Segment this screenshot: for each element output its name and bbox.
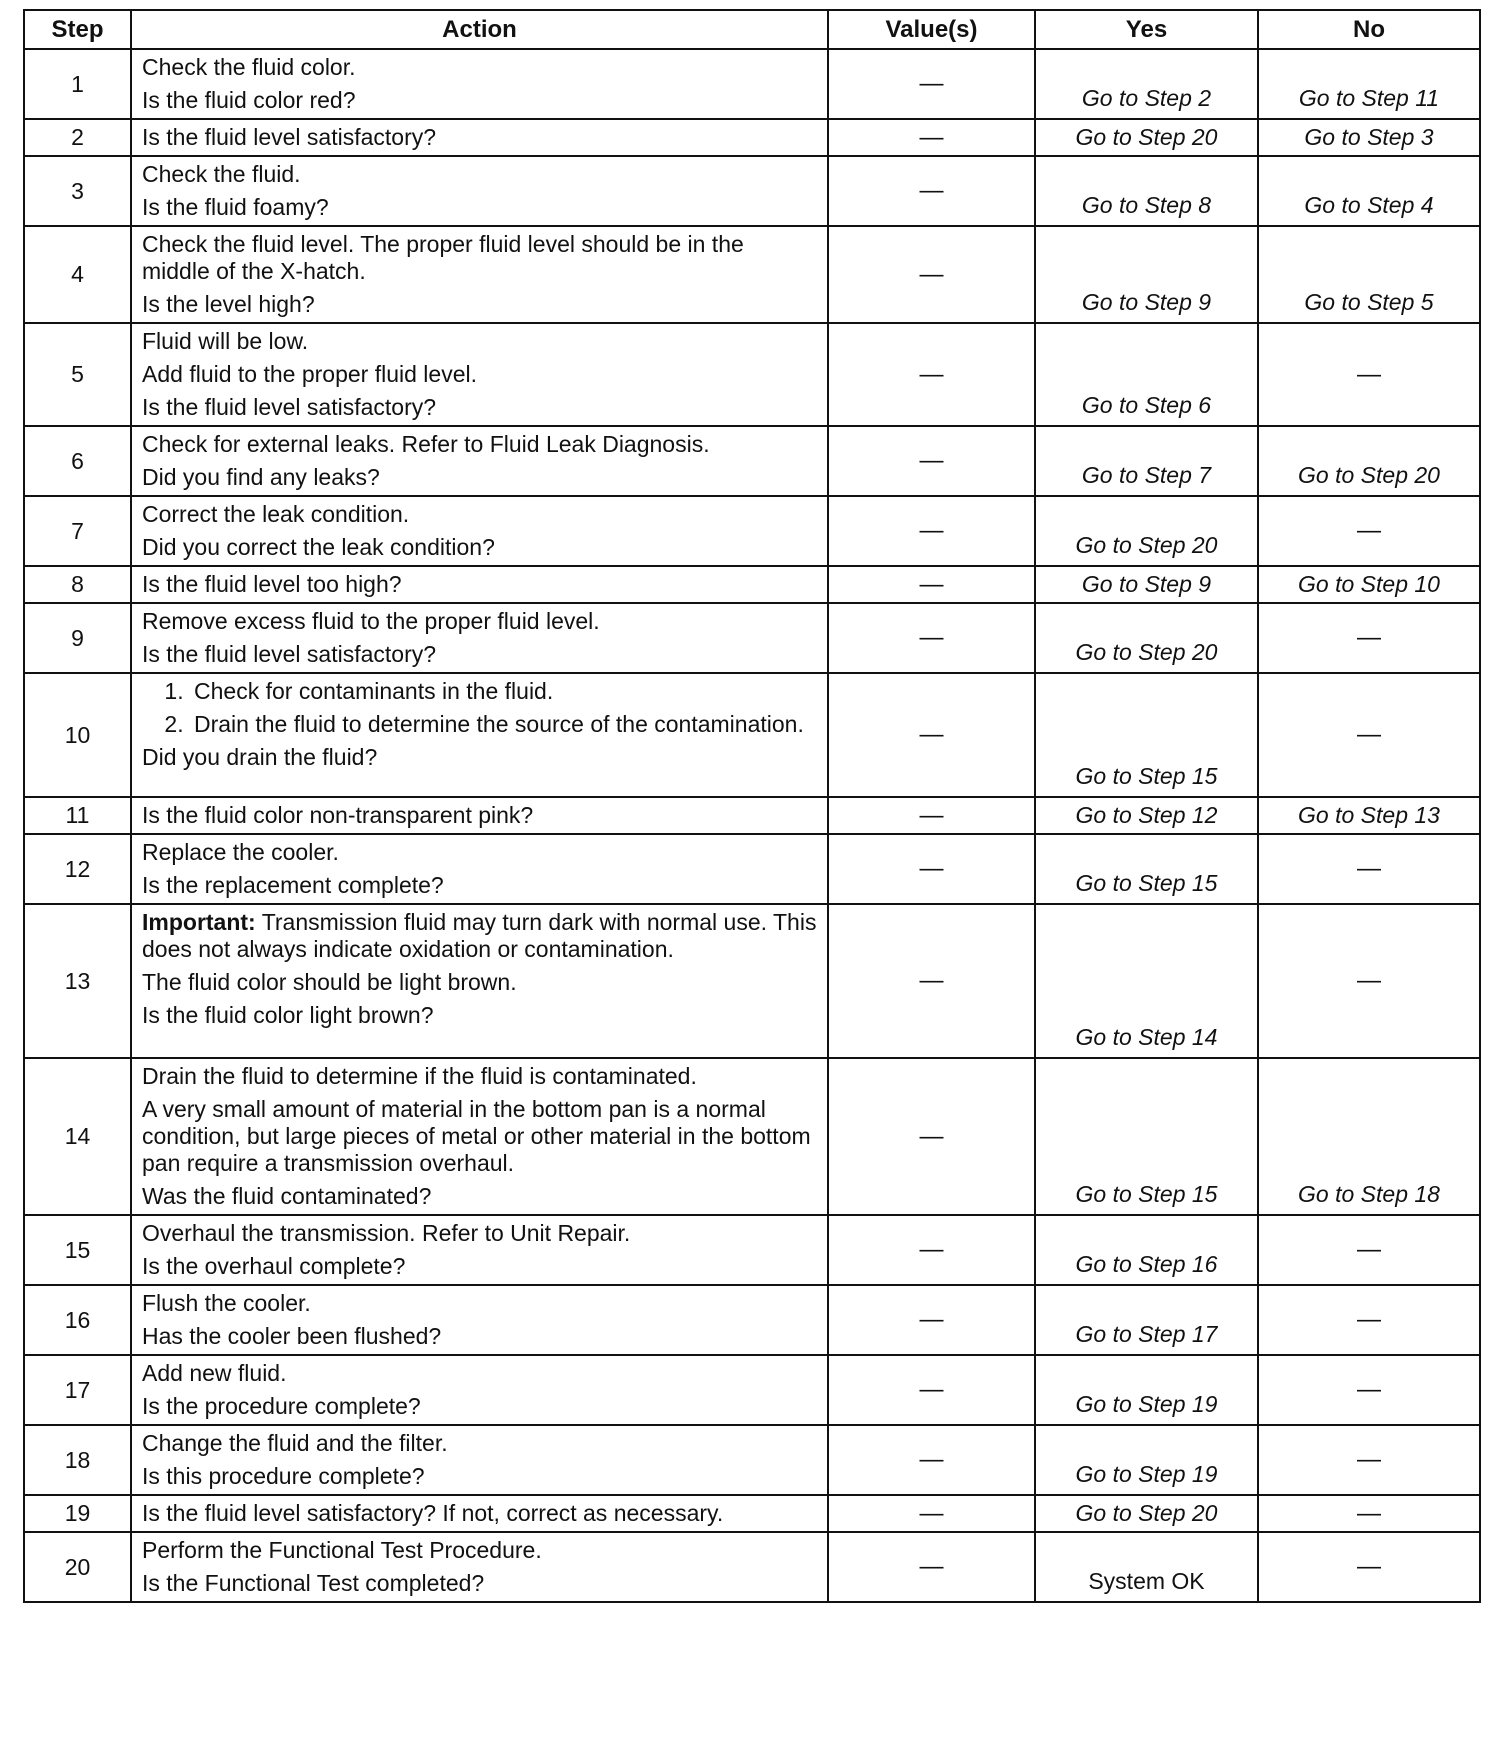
- action-text: Is the fluid level satisfactory?: [142, 641, 437, 667]
- action-text: Remove excess fluid to the proper fluid level.: [142, 608, 600, 634]
- value-cell: —: [828, 673, 1035, 797]
- action-text: Correct the leak condition.: [142, 501, 410, 527]
- table-row: [24, 323, 1480, 426]
- value-cell: —: [828, 904, 1035, 1058]
- action-cell: [131, 673, 828, 797]
- yes-cell: Go to Step 15: [1035, 1058, 1258, 1215]
- no-cell: —: [1258, 1285, 1480, 1355]
- value-cell: —: [828, 119, 1035, 156]
- action-text: Is the fluid level satisfactory?: [142, 394, 437, 420]
- no-cell: Go to Step 10: [1258, 566, 1480, 603]
- action-text: Is the fluid level satisfactory?: [142, 124, 437, 150]
- value-cell: —: [828, 1355, 1035, 1425]
- no-cell: —: [1258, 323, 1480, 426]
- yes-cell: Go to Step 20: [1035, 119, 1258, 156]
- table-body: [24, 49, 1480, 1602]
- value-cell: —: [828, 1058, 1035, 1215]
- no-cell: Go to Step 13: [1258, 797, 1480, 834]
- action-text: Replace the cooler.: [142, 839, 339, 865]
- table-row: [24, 566, 1480, 603]
- yes-cell: Go to Step 7: [1035, 426, 1258, 496]
- no-cell: Go to Step 3: [1258, 119, 1480, 156]
- yes-cell: Go to Step 6: [1035, 323, 1258, 426]
- header-yes: Yes: [1035, 10, 1258, 49]
- action-text: Is the fluid level satisfactory? If not, correct as necessary.: [142, 1500, 724, 1526]
- yes-cell: Go to Step 15: [1035, 673, 1258, 797]
- yes-cell: Go to Step 14: [1035, 904, 1258, 1058]
- value-cell: —: [828, 156, 1035, 226]
- action-text: Overhaul the transmission. Refer to Unit Repair.: [142, 1220, 631, 1246]
- no-cell: Go to Step 18: [1258, 1058, 1480, 1215]
- action-text: Check for external leaks. Refer to Fluid Leak Diagnosis.: [142, 431, 710, 457]
- action-cell: [131, 797, 828, 834]
- table-row: [24, 226, 1480, 323]
- action-text: A very small amount of material in the bottom pan is a normal condition, but large pieces of metal or other material in the bottom pan require a transmission overhaul.: [142, 1096, 811, 1176]
- step-number: 2: [24, 119, 131, 156]
- action-cell: [131, 156, 828, 226]
- no-cell: Go to Step 11: [1258, 49, 1480, 119]
- action-cell: [131, 834, 828, 904]
- action-text: Did you drain the fluid?: [142, 744, 378, 770]
- action-text: Change the fluid and the filter.: [142, 1430, 448, 1456]
- table-header: [24, 10, 1480, 49]
- value-cell: —: [828, 1425, 1035, 1495]
- no-cell: —: [1258, 1532, 1480, 1602]
- table-row: [24, 1285, 1480, 1355]
- table-row: [24, 426, 1480, 496]
- action-cell: [131, 1495, 828, 1532]
- step-number: 6: [24, 426, 131, 496]
- action-text: Drain the fluid to determine if the fluid is contaminated.: [142, 1063, 697, 1089]
- action-text: Is the replacement complete?: [142, 872, 444, 898]
- no-cell: —: [1258, 1355, 1480, 1425]
- action-list-item: 2. Drain the fluid to determine the source of the contamination.: [190, 711, 817, 738]
- action-cell: [131, 1425, 828, 1495]
- step-number: 7: [24, 496, 131, 566]
- action-text: Was the fluid contaminated?: [142, 1183, 432, 1209]
- table-row: [24, 1425, 1480, 1495]
- step-number: 16: [24, 1285, 131, 1355]
- action-text: Is the fluid color red?: [142, 87, 356, 113]
- action-text: Flush the cooler.: [142, 1290, 311, 1316]
- table-row: [24, 119, 1480, 156]
- value-cell: —: [828, 797, 1035, 834]
- yes-cell: Go to Step 20: [1035, 496, 1258, 566]
- header-row: [24, 10, 1480, 49]
- step-number: 18: [24, 1425, 131, 1495]
- action-text: Is the Functional Test completed?: [142, 1570, 485, 1596]
- table-row: [24, 673, 1480, 797]
- yes-cell: Go to Step 2: [1035, 49, 1258, 119]
- step-number: 20: [24, 1532, 131, 1602]
- yes-cell: Go to Step 20: [1035, 1495, 1258, 1532]
- action-text: The fluid color should be light brown.: [142, 969, 517, 995]
- header-values: Value(s): [828, 10, 1035, 49]
- step-number: 4: [24, 226, 131, 323]
- step-number: 13: [24, 904, 131, 1058]
- no-cell: —: [1258, 904, 1480, 1058]
- action-cell: [131, 496, 828, 566]
- value-cell: —: [828, 1495, 1035, 1532]
- action-cell: [131, 119, 828, 156]
- action-cell: [131, 1355, 828, 1425]
- table-row: [24, 1355, 1480, 1425]
- action-cell: [131, 226, 828, 323]
- yes-cell: Go to Step 19: [1035, 1425, 1258, 1495]
- action-list: [142, 678, 817, 738]
- table-row: [24, 496, 1480, 566]
- table-row: [24, 49, 1480, 119]
- yes-cell: Go to Step 17: [1035, 1285, 1258, 1355]
- action-cell: [131, 904, 828, 1058]
- no-cell: —: [1258, 673, 1480, 797]
- yes-cell: Go to Step 15: [1035, 834, 1258, 904]
- action-cell: [131, 1532, 828, 1602]
- action-text: Has the cooler been flushed?: [142, 1323, 442, 1349]
- action-cell: [131, 323, 828, 426]
- yes-cell: Go to Step 8: [1035, 156, 1258, 226]
- step-number: 11: [24, 797, 131, 834]
- diagnostic-table: [23, 9, 1481, 1603]
- step-number: 12: [24, 834, 131, 904]
- yes-cell: Go to Step 19: [1035, 1355, 1258, 1425]
- table-row: [24, 1215, 1480, 1285]
- step-number: 17: [24, 1355, 131, 1425]
- step-number: 15: [24, 1215, 131, 1285]
- no-cell: —: [1258, 603, 1480, 673]
- step-number: 1: [24, 49, 131, 119]
- yes-cell: Go to Step 9: [1035, 566, 1258, 603]
- action-text: Fluid will be low.: [142, 328, 309, 354]
- header-action: Action: [131, 10, 828, 49]
- action-list-item: 1. Check for contaminants in the fluid.: [190, 678, 817, 705]
- table-row: [24, 797, 1480, 834]
- yes-cell: Go to Step 12: [1035, 797, 1258, 834]
- no-cell: —: [1258, 1215, 1480, 1285]
- action-text: Is the fluid foamy?: [142, 194, 329, 220]
- value-cell: —: [828, 426, 1035, 496]
- table-row: [24, 603, 1480, 673]
- action-text: Add new fluid.: [142, 1360, 287, 1386]
- important-text: Transmission fluid may turn dark with normal use. This does not always indicate oxidation or contamination.: [142, 909, 817, 962]
- important-note: [142, 909, 817, 963]
- action-text: Is the fluid color light brown?: [142, 1002, 434, 1028]
- value-cell: —: [828, 226, 1035, 323]
- no-cell: Go to Step 4: [1258, 156, 1480, 226]
- no-cell: —: [1258, 1495, 1480, 1532]
- important-label: Important:: [142, 909, 256, 935]
- step-number: 14: [24, 1058, 131, 1215]
- action-text: Is this procedure complete?: [142, 1463, 425, 1489]
- table-row: [24, 156, 1480, 226]
- table-row: [24, 1532, 1480, 1602]
- action-text: Did you find any leaks?: [142, 464, 380, 490]
- header-step: Step: [24, 10, 131, 49]
- value-cell: —: [828, 496, 1035, 566]
- action-cell: [131, 566, 828, 603]
- table-row: [24, 904, 1480, 1058]
- no-cell: Go to Step 20: [1258, 426, 1480, 496]
- value-cell: —: [828, 834, 1035, 904]
- step-number: 5: [24, 323, 131, 426]
- value-cell: —: [828, 1215, 1035, 1285]
- step-number: 9: [24, 603, 131, 673]
- action-text: Is the fluid color non-transparent pink?: [142, 802, 534, 828]
- action-text: Perform the Functional Test Procedure.: [142, 1537, 542, 1563]
- value-cell: —: [828, 49, 1035, 119]
- action-cell: [131, 603, 828, 673]
- no-cell: —: [1258, 1425, 1480, 1495]
- action-text: Is the level high?: [142, 291, 315, 317]
- yes-cell: System OK: [1035, 1532, 1258, 1602]
- action-text: Check the fluid color.: [142, 54, 356, 80]
- action-cell: [131, 1058, 828, 1215]
- action-text: Is the fluid level too high?: [142, 571, 402, 597]
- step-number: 10: [24, 673, 131, 797]
- table-row: [24, 1495, 1480, 1532]
- no-cell: —: [1258, 834, 1480, 904]
- value-cell: —: [828, 1285, 1035, 1355]
- step-number: 19: [24, 1495, 131, 1532]
- action-cell: [131, 1215, 828, 1285]
- no-cell: —: [1258, 496, 1480, 566]
- yes-cell: Go to Step 20: [1035, 603, 1258, 673]
- action-text: Add fluid to the proper fluid level.: [142, 361, 477, 387]
- no-cell: Go to Step 5: [1258, 226, 1480, 323]
- action-text: Check the fluid.: [142, 161, 301, 187]
- yes-cell: Go to Step 9: [1035, 226, 1258, 323]
- action-text: Did you correct the leak condition?: [142, 534, 495, 560]
- action-text: Is the procedure complete?: [142, 1393, 421, 1419]
- header-no: No: [1258, 10, 1480, 49]
- yes-cell: Go to Step 16: [1035, 1215, 1258, 1285]
- step-number: 3: [24, 156, 131, 226]
- step-number: 8: [24, 566, 131, 603]
- value-cell: —: [828, 603, 1035, 673]
- table-row: [24, 1058, 1480, 1215]
- table-row: [24, 834, 1480, 904]
- action-text: Is the overhaul complete?: [142, 1253, 406, 1279]
- action-text: Check the fluid level. The proper fluid level should be in the middle of the X-hatch.: [142, 231, 744, 284]
- action-cell: [131, 1285, 828, 1355]
- action-cell: [131, 426, 828, 496]
- action-cell: [131, 49, 828, 119]
- value-cell: —: [828, 1532, 1035, 1602]
- value-cell: —: [828, 323, 1035, 426]
- value-cell: —: [828, 566, 1035, 603]
